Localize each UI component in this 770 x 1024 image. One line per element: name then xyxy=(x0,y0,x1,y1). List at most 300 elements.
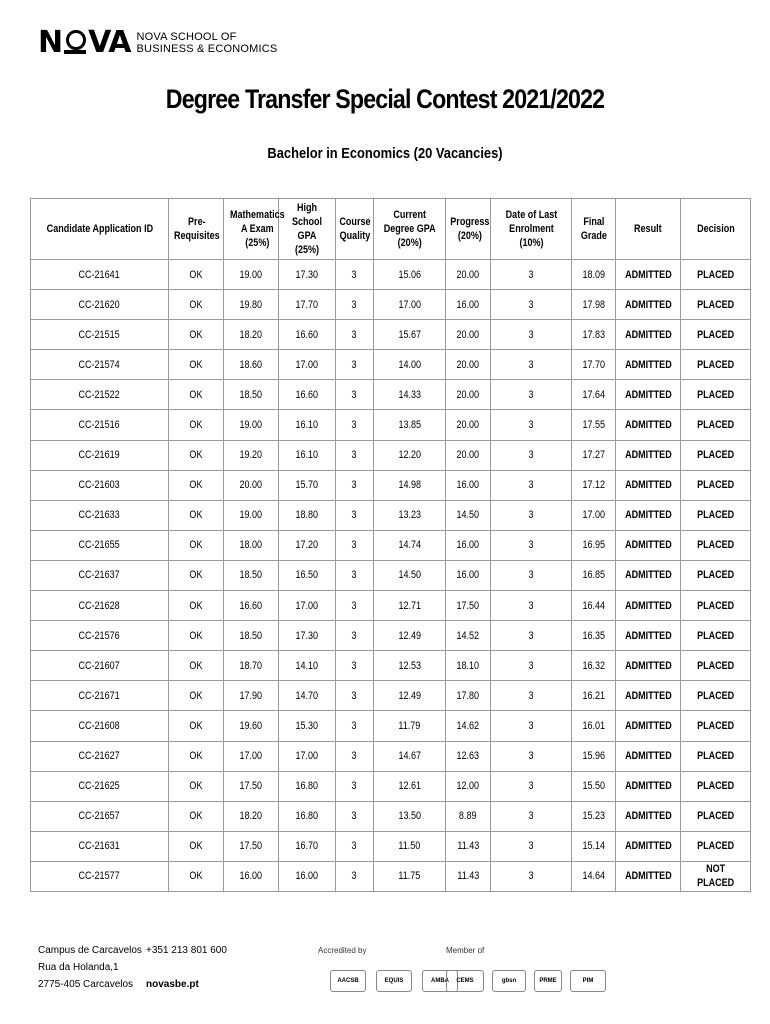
cell-value: 15.30 xyxy=(295,719,319,732)
table-row xyxy=(31,741,751,771)
cell-result xyxy=(616,560,681,590)
cell-result xyxy=(616,831,681,861)
cell-value: 14.33 xyxy=(398,388,421,401)
cell-course-quality xyxy=(336,771,374,801)
cell-result xyxy=(616,440,681,470)
cell-math-exam xyxy=(224,801,279,831)
cell-high-school-gpa xyxy=(279,530,336,560)
cell-high-school-gpa xyxy=(279,591,336,621)
cell-final-grade xyxy=(572,260,616,290)
table-row xyxy=(31,440,751,470)
cell-value: 12.71 xyxy=(398,599,421,612)
cell-pre-requisites xyxy=(169,591,224,621)
cell-final-grade xyxy=(572,320,616,350)
cell-pre-requisites xyxy=(169,530,224,560)
cell-value: 14.52 xyxy=(456,629,480,642)
cell-pre-requisites xyxy=(169,831,224,861)
cell-value: 3 xyxy=(351,358,358,371)
cell-candidate-id xyxy=(31,801,169,831)
cell-decision xyxy=(681,801,751,831)
cell-value: 17.83 xyxy=(582,328,605,341)
cell-value: ADMITTED xyxy=(624,659,672,672)
cell-math-exam xyxy=(224,470,279,500)
cell-value: 19.00 xyxy=(239,268,263,281)
cell-value: 19.00 xyxy=(239,419,263,432)
cell-last-enrolment xyxy=(491,260,572,290)
cell-result xyxy=(616,861,681,891)
cell-value: ADMITTED xyxy=(624,479,672,492)
footer-address xyxy=(38,942,142,993)
cell-value: 18.50 xyxy=(239,569,263,582)
cell-last-enrolment xyxy=(491,771,572,801)
cell-pre-requisites xyxy=(169,651,224,681)
cell-pre-requisites xyxy=(169,801,224,831)
cell-math-exam xyxy=(224,560,279,590)
cell-value: 3 xyxy=(528,358,534,371)
cell-value: 18.50 xyxy=(239,629,263,642)
column-header-label: Current Degree GPA (20%) xyxy=(383,209,436,249)
cell-value: PLACED xyxy=(696,539,735,552)
cell-progress xyxy=(446,591,491,621)
table-row xyxy=(31,651,751,681)
cell-value: 3 xyxy=(351,629,358,642)
cell-current-degree-gpa xyxy=(374,771,446,801)
cell-high-school-gpa xyxy=(279,771,336,801)
cell-course-quality xyxy=(336,591,374,621)
cell-value: ADMITTED xyxy=(624,810,672,823)
cell-value: CC-21637 xyxy=(78,569,121,582)
cell-decision xyxy=(681,621,751,651)
cell-value: 17.50 xyxy=(239,840,263,853)
cell-result xyxy=(616,711,681,741)
cell-result xyxy=(616,500,681,530)
cell-value: 18.60 xyxy=(239,358,263,371)
cell-value: PLACED xyxy=(696,268,735,281)
pim-logo: PIM xyxy=(570,970,606,992)
cell-result xyxy=(616,320,681,350)
cell-current-degree-gpa xyxy=(374,380,446,410)
cell-value: 18.20 xyxy=(239,328,263,341)
cell-value: 17.70 xyxy=(582,358,605,371)
cell-value: 16.60 xyxy=(295,328,319,341)
cell-pre-requisites xyxy=(169,350,224,380)
cell-value: 17.27 xyxy=(582,449,605,462)
cell-value: 17.00 xyxy=(398,298,421,311)
cell-value: 16.70 xyxy=(295,840,319,853)
cell-value: 15.06 xyxy=(398,268,421,281)
logo-line-2: BUSINESS & ECONOMICS xyxy=(136,43,278,55)
cell-value: OK xyxy=(189,840,203,853)
cell-candidate-id xyxy=(31,651,169,681)
cell-math-exam xyxy=(224,651,279,681)
cell-value: 15.14 xyxy=(582,840,605,853)
cell-value: CC-21627 xyxy=(78,750,121,763)
cell-value: OK xyxy=(189,810,203,823)
cell-value: 13.50 xyxy=(398,810,421,823)
cell-value: 3 xyxy=(528,719,534,732)
cell-value: OK xyxy=(189,388,203,401)
cell-math-exam xyxy=(224,500,279,530)
page-subtitle: Bachelor in Economics (20 Vacancies) xyxy=(267,145,503,162)
table-row xyxy=(31,621,751,651)
cell-value: 12.53 xyxy=(398,659,421,672)
cell-value: 17.00 xyxy=(295,358,319,371)
cell-last-enrolment xyxy=(491,350,572,380)
cell-result xyxy=(616,470,681,500)
cell-value: 3 xyxy=(528,419,534,432)
cell-value: 16.44 xyxy=(582,599,605,612)
cell-course-quality xyxy=(336,380,374,410)
cell-result xyxy=(616,801,681,831)
cell-progress xyxy=(446,440,491,470)
cell-decision xyxy=(681,771,751,801)
cell-value: 16.50 xyxy=(295,569,319,582)
cell-value: CC-21655 xyxy=(78,539,121,552)
column-header-label: Candidate Application ID xyxy=(46,223,153,235)
cell-value: 18.20 xyxy=(239,810,263,823)
cell-value: 3 xyxy=(351,388,358,401)
cell-value: ADMITTED xyxy=(624,449,672,462)
cell-value: 14.10 xyxy=(295,659,319,672)
column-header-label: Decision xyxy=(696,223,735,235)
cell-progress xyxy=(446,560,491,590)
cell-pre-requisites xyxy=(169,741,224,771)
address-line: Rua da Holanda,1 xyxy=(38,962,119,973)
column-header-label: Pre- Requisites xyxy=(174,216,220,242)
cell-value: CC-21625 xyxy=(78,780,121,793)
cell-last-enrolment xyxy=(491,410,572,440)
cell-result xyxy=(616,530,681,560)
cell-value: 13.23 xyxy=(398,509,421,522)
address-line: Campus de Carcavelos xyxy=(38,945,142,956)
cell-decision xyxy=(681,290,751,320)
cell-course-quality xyxy=(336,711,374,741)
cell-progress xyxy=(446,681,491,711)
cell-value: 17.00 xyxy=(582,509,605,522)
cell-value: 14.00 xyxy=(398,358,421,371)
cell-value: OK xyxy=(189,419,203,432)
cell-value: OK xyxy=(189,358,203,371)
cell-value: 3 xyxy=(528,599,534,612)
results-table xyxy=(30,198,751,892)
table-row xyxy=(31,530,751,560)
cell-value: ADMITTED xyxy=(624,419,672,432)
cell-value: 18.50 xyxy=(239,388,263,401)
cell-result xyxy=(616,621,681,651)
cell-value: 3 xyxy=(528,479,534,492)
logo-o-icon xyxy=(64,28,86,58)
cell-value: 3 xyxy=(351,659,358,672)
table-row xyxy=(31,320,751,350)
cell-value: PLACED xyxy=(696,449,735,462)
cell-value: PLACED xyxy=(696,479,735,492)
cell-course-quality xyxy=(336,651,374,681)
cell-current-degree-gpa xyxy=(374,651,446,681)
table-row xyxy=(31,801,751,831)
website-link[interactable]: novasbe.pt xyxy=(146,979,199,990)
column-header-high-school-gpa xyxy=(279,199,336,260)
cell-value: 18.10 xyxy=(456,659,480,672)
table-row xyxy=(31,861,751,891)
cell-value: 18.00 xyxy=(239,539,263,552)
cell-value: 11.50 xyxy=(398,840,421,853)
logo-letters-va: VA xyxy=(88,25,131,60)
cell-value: 17.12 xyxy=(582,479,605,492)
column-header-label: Progress (20%) xyxy=(450,216,490,242)
cell-value: OK xyxy=(189,659,203,672)
cell-current-degree-gpa xyxy=(374,560,446,590)
cell-current-degree-gpa xyxy=(374,591,446,621)
cell-value: 3 xyxy=(351,419,358,432)
cell-value: PLACED xyxy=(696,419,735,432)
cell-value: OK xyxy=(189,719,203,732)
table-row xyxy=(31,771,751,801)
column-header-label: Mathematics A Exam (25%) xyxy=(229,209,285,249)
cell-math-exam xyxy=(224,681,279,711)
cell-value: ADMITTED xyxy=(624,840,672,853)
cell-value: PLACED xyxy=(696,659,735,672)
logo-letter-n: N xyxy=(38,25,63,60)
table-row xyxy=(31,560,751,590)
footer-contact xyxy=(146,942,227,993)
cell-candidate-id xyxy=(31,711,169,741)
cell-value: 3 xyxy=(351,298,358,311)
cell-course-quality xyxy=(336,320,374,350)
column-header-pre-requisites xyxy=(169,199,224,260)
cell-value: ADMITTED xyxy=(624,719,672,732)
cell-value: 12.61 xyxy=(398,780,421,793)
cell-progress xyxy=(446,771,491,801)
cell-candidate-id xyxy=(31,440,169,470)
cell-value: 12.00 xyxy=(456,780,480,793)
cell-pre-requisites xyxy=(169,320,224,350)
cell-candidate-id xyxy=(31,591,169,621)
cell-last-enrolment xyxy=(491,591,572,621)
cell-value: CC-21633 xyxy=(78,509,121,522)
cell-value: 19.20 xyxy=(239,449,263,462)
table-row xyxy=(31,500,751,530)
cell-value: 15.70 xyxy=(295,479,319,492)
cell-value: OK xyxy=(189,870,203,883)
cell-value: CC-21657 xyxy=(78,810,121,823)
cell-candidate-id xyxy=(31,500,169,530)
cell-value: PLACED xyxy=(696,509,735,522)
cell-math-exam xyxy=(224,530,279,560)
cell-high-school-gpa xyxy=(279,801,336,831)
cell-value: 14.98 xyxy=(398,479,421,492)
cell-value: CC-21608 xyxy=(78,719,121,732)
cell-value: CC-21641 xyxy=(78,268,121,281)
cell-current-degree-gpa xyxy=(374,470,446,500)
cell-value: 11.79 xyxy=(398,719,421,732)
cell-final-grade xyxy=(572,621,616,651)
cell-math-exam xyxy=(224,861,279,891)
cell-value: ADMITTED xyxy=(624,358,672,371)
cell-candidate-id xyxy=(31,350,169,380)
cell-final-grade xyxy=(572,470,616,500)
aacsb-logo: AACSB xyxy=(330,970,366,992)
cell-course-quality xyxy=(336,470,374,500)
cell-progress xyxy=(446,831,491,861)
cell-value: ADMITTED xyxy=(624,509,672,522)
cell-value: 3 xyxy=(528,449,534,462)
cell-result xyxy=(616,350,681,380)
cell-decision xyxy=(681,320,751,350)
cell-value: 3 xyxy=(351,479,358,492)
cell-value: OK xyxy=(189,599,203,612)
cell-high-school-gpa xyxy=(279,260,336,290)
cell-high-school-gpa xyxy=(279,470,336,500)
cell-candidate-id xyxy=(31,290,169,320)
cems-logo: CEMS xyxy=(446,970,484,992)
cell-course-quality xyxy=(336,530,374,560)
cell-value: 3 xyxy=(528,659,534,672)
cell-value: 12.49 xyxy=(398,629,421,642)
cell-value: 3 xyxy=(528,268,534,281)
cell-last-enrolment xyxy=(491,651,572,681)
cell-course-quality xyxy=(336,500,374,530)
cell-decision xyxy=(681,350,751,380)
cell-high-school-gpa xyxy=(279,711,336,741)
logo-line-1: NOVA SCHOOL OF xyxy=(136,31,237,43)
cell-value: 16.80 xyxy=(295,810,319,823)
cell-pre-requisites xyxy=(169,560,224,590)
cell-final-grade xyxy=(572,410,616,440)
cell-value: 17.90 xyxy=(239,689,263,702)
cell-math-exam xyxy=(224,741,279,771)
cell-value: OK xyxy=(189,509,203,522)
cell-candidate-id xyxy=(31,470,169,500)
cell-value: 3 xyxy=(351,719,358,732)
cell-value: 14.64 xyxy=(582,870,605,883)
logo-school-name xyxy=(137,31,278,55)
cell-value: ADMITTED xyxy=(624,870,672,883)
cell-final-grade xyxy=(572,831,616,861)
cell-value: PLACED xyxy=(696,810,735,823)
cell-value: ADMITTED xyxy=(624,539,672,552)
cell-value: PLACED xyxy=(696,780,735,793)
cell-value: 19.00 xyxy=(239,509,263,522)
column-header-last-enrolment xyxy=(491,199,572,260)
cell-math-exam xyxy=(224,440,279,470)
cell-progress xyxy=(446,350,491,380)
cell-value: 16.60 xyxy=(295,388,319,401)
cell-value: PLACED xyxy=(696,298,735,311)
cell-value: ADMITTED xyxy=(624,689,672,702)
cell-current-degree-gpa xyxy=(374,831,446,861)
cell-result xyxy=(616,260,681,290)
cell-value: 17.50 xyxy=(239,780,263,793)
cell-course-quality xyxy=(336,801,374,831)
prme-logo: PRME xyxy=(534,970,562,992)
cell-decision xyxy=(681,410,751,440)
cell-value: 16.85 xyxy=(582,569,605,582)
cell-final-grade xyxy=(572,741,616,771)
cell-math-exam xyxy=(224,621,279,651)
cell-high-school-gpa xyxy=(279,320,336,350)
cell-last-enrolment xyxy=(491,711,572,741)
cell-value: OK xyxy=(189,479,203,492)
cell-value: CC-21620 xyxy=(78,298,121,311)
cell-last-enrolment xyxy=(491,380,572,410)
cell-value: 3 xyxy=(351,268,358,281)
cell-value: CC-21628 xyxy=(78,599,121,612)
cell-final-grade xyxy=(572,711,616,741)
cell-high-school-gpa xyxy=(279,380,336,410)
column-header-progress xyxy=(446,199,491,260)
cell-value: 11.43 xyxy=(457,870,479,883)
cell-value: PLACED xyxy=(696,689,735,702)
cell-value: 20.00 xyxy=(239,479,263,492)
cell-math-exam xyxy=(224,380,279,410)
cell-final-grade xyxy=(572,530,616,560)
cell-progress xyxy=(446,260,491,290)
cell-value: NOT PLACED xyxy=(696,863,735,890)
table-row xyxy=(31,711,751,741)
cell-last-enrolment xyxy=(491,861,572,891)
cell-value: 18.09 xyxy=(582,268,605,281)
cell-value: 16.10 xyxy=(295,419,319,432)
cell-last-enrolment xyxy=(491,440,572,470)
column-header-course-quality xyxy=(336,199,374,260)
accredited-label: Accredited by xyxy=(318,946,367,955)
cell-high-school-gpa xyxy=(279,861,336,891)
cell-progress xyxy=(446,741,491,771)
cell-course-quality xyxy=(336,741,374,771)
cell-decision xyxy=(681,591,751,621)
cell-last-enrolment xyxy=(491,560,572,590)
column-header-label: Final Grade xyxy=(580,216,607,242)
cell-high-school-gpa xyxy=(279,621,336,651)
cell-value: CC-21671 xyxy=(78,689,121,702)
cell-decision xyxy=(681,651,751,681)
cell-value: 3 xyxy=(528,780,534,793)
table-body xyxy=(31,260,751,892)
cell-math-exam xyxy=(224,591,279,621)
cell-value: 16.00 xyxy=(295,870,319,883)
cell-final-grade xyxy=(572,651,616,681)
cell-high-school-gpa xyxy=(279,831,336,861)
cell-final-grade xyxy=(572,801,616,831)
cell-final-grade xyxy=(572,440,616,470)
cell-value: ADMITTED xyxy=(624,780,672,793)
cell-decision xyxy=(681,470,751,500)
cell-pre-requisites xyxy=(169,260,224,290)
cell-progress xyxy=(446,380,491,410)
cell-value: 11.43 xyxy=(457,840,479,853)
cell-value: 3 xyxy=(351,509,358,522)
cell-progress xyxy=(446,801,491,831)
cell-high-school-gpa xyxy=(279,440,336,470)
cell-value: CC-21574 xyxy=(78,358,121,371)
cell-current-degree-gpa xyxy=(374,290,446,320)
cell-final-grade xyxy=(572,681,616,711)
table-header-row xyxy=(31,199,751,260)
cell-value: 17.30 xyxy=(295,629,319,642)
cell-value: ADMITTED xyxy=(624,599,672,612)
cell-value: 3 xyxy=(351,449,358,462)
cell-pre-requisites xyxy=(169,500,224,530)
cell-value: 17.00 xyxy=(295,599,319,612)
cell-course-quality xyxy=(336,260,374,290)
cell-candidate-id xyxy=(31,380,169,410)
cell-current-degree-gpa xyxy=(374,320,446,350)
cell-last-enrolment xyxy=(491,290,572,320)
table-row xyxy=(31,410,751,440)
cell-candidate-id xyxy=(31,681,169,711)
cell-high-school-gpa xyxy=(279,560,336,590)
cell-last-enrolment xyxy=(491,681,572,711)
